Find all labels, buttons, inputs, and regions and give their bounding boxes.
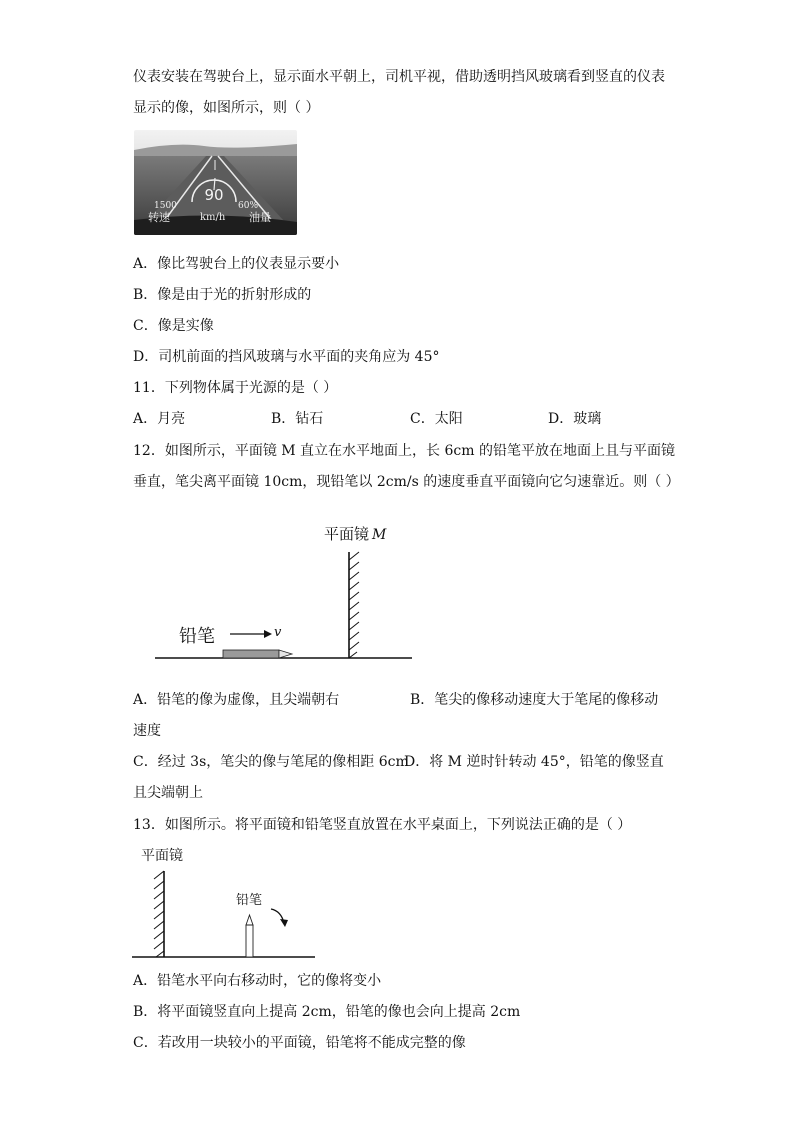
q10-stem-line1: 仪表安装在驾驶台上，显示面水平朝上，司机平视，借助透明挡风玻璃看到竖直的仪表 — [133, 69, 665, 85]
q10-option-c: C．像是实像 — [133, 318, 214, 334]
q12-figure — [150, 520, 420, 665]
q13-stem: 13．如图所示。将平面镜和铅笔竖直放置在水平桌面上，下列说法正确的是（ ） — [133, 817, 632, 833]
hud-photo — [134, 130, 297, 235]
q12-option-d-line2: 且尖端朝上 — [133, 785, 203, 801]
q13-option-c: C．若改用一块较小的平面镜，铅笔将不能成完整的像 — [133, 1035, 466, 1051]
q13-mirror-hatching — [154, 871, 164, 957]
q12-mirror-label: 平面镜 — [324, 525, 370, 543]
q12-option-b-line1: B．笔尖的像移动速度大于笔尾的像移动 — [410, 692, 659, 708]
q10-option-b: B．像是由于光的折射形成的 — [133, 287, 312, 303]
q11-stem: 11．下列物体属于光源的是（ ） — [133, 380, 338, 396]
q11-option-a: A．月亮 — [133, 411, 186, 427]
q12-option-d-line1: D．将 M 逆时针转动 45°，铅笔的像竖直 — [404, 754, 664, 770]
q12-velocity-arrowhead — [264, 630, 272, 638]
q13-rotation-arrowhead — [280, 919, 288, 927]
hud-fuel-label: 油量 — [249, 211, 271, 224]
hud-rpm: 1500 — [154, 201, 177, 211]
q12-mirror-hatching — [349, 552, 359, 658]
q10-stem-line2: 显示的像，如图所示，则（ ） — [133, 100, 320, 116]
hud-rpm-label: 转速 — [148, 211, 170, 224]
q12-option-a: A．铅笔的像为虚像，且尖端朝右 — [133, 692, 340, 708]
hud-speed: 90 — [204, 186, 224, 204]
q12-velocity-label: v — [274, 625, 282, 640]
hud-unit: km/h — [200, 212, 226, 223]
hud-photo-svg — [134, 130, 297, 235]
q13-figure — [125, 843, 325, 963]
q13-pencil-label: 铅笔 — [236, 893, 263, 908]
q12-pencil-body — [223, 650, 279, 658]
q12-option-c: C．经过 3s，笔尖的像与笔尾的像相距 6cm — [133, 754, 409, 770]
q13-pencil-body — [246, 925, 253, 957]
q12-pencil-tip — [279, 650, 292, 658]
q10-option-d: D．司机前面的挡风玻璃与水平面的夹角应为 45° — [133, 349, 440, 365]
q11-option-d: D．玻璃 — [548, 411, 602, 427]
q13-option-a: A．铅笔水平向右移动时，它的像将变小 — [133, 973, 382, 989]
q12-stem-line2: 垂直，笔尖离平面镜 10cm，现铅笔以 2cm/s 的速度垂直平面镜向它匀速靠近。则（ ） — [133, 474, 680, 490]
q10-option-a: A．像比驾驶台上的仪表显示要小 — [133, 256, 340, 272]
q13-option-b: B．将平面镜竖直向上提高 2cm，铅笔的像也会向上提高 2cm — [133, 1004, 521, 1020]
q11-option-b: B．钻石 — [271, 411, 324, 427]
q12-mirror-symbol: M — [372, 527, 387, 543]
q12-option-b-line2: 速度 — [133, 723, 161, 739]
q12-pencil-label: 铅笔 — [179, 626, 215, 647]
q11-option-c: C．太阳 — [410, 411, 463, 427]
q12-stem-line1: 12．如图所示，平面镜 M 直立在水平地面上，长 6cm 的铅笔平放在地面上且与平面镜 — [133, 443, 675, 459]
q13-pencil-tip — [246, 915, 253, 925]
q13-mirror-label: 平面镜 — [141, 848, 183, 864]
hud-fuel: 60% — [238, 201, 259, 211]
